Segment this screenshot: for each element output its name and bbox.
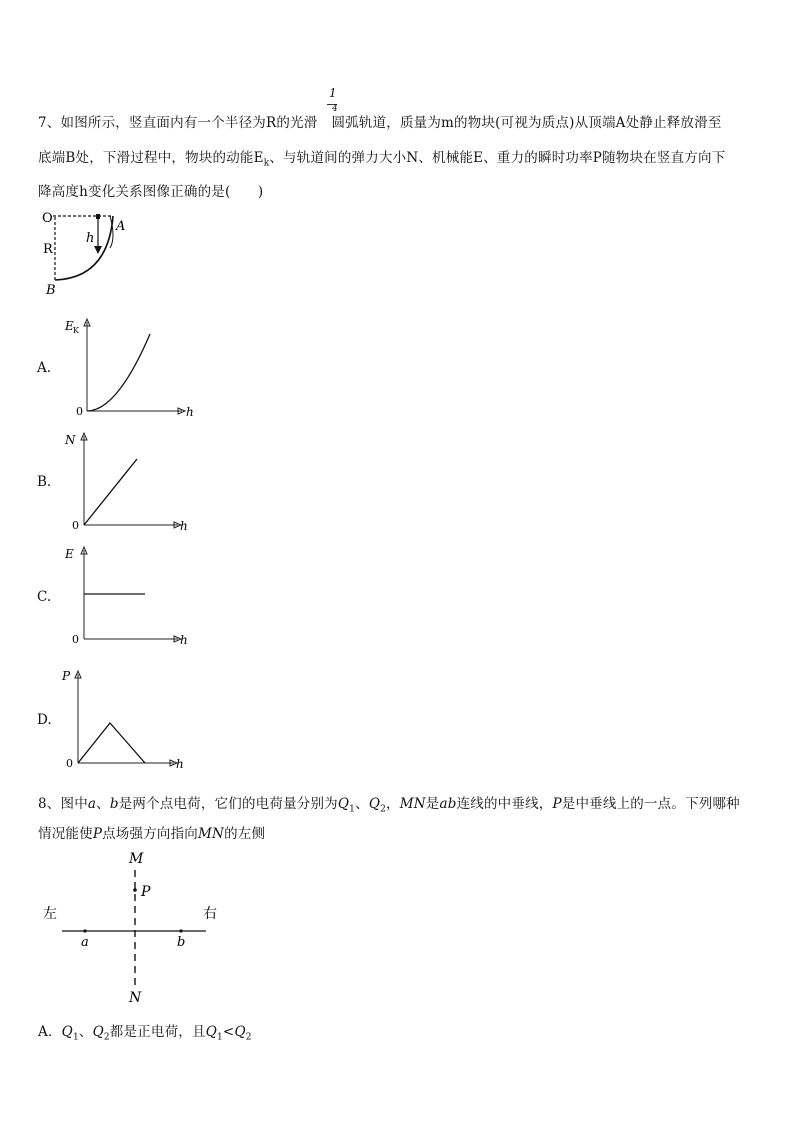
- q7-line-1: [38, 111, 722, 131]
- q8-opt-text: 都是正电荷，且: [109, 1024, 206, 1040]
- q7-line-2: [38, 146, 725, 169]
- q8-option-a: [38, 1020, 252, 1043]
- q7-line-3-text: 降高度h变化关系图像正确的是( ): [38, 184, 264, 200]
- q8-opt-Q1: Q: [61, 1024, 73, 1040]
- q8-line2-text-1: 情况能使: [38, 826, 93, 842]
- graph-d: [62, 668, 202, 778]
- label-B: B: [46, 283, 56, 298]
- graph-c: [62, 544, 202, 654]
- q8-opt-Q1b: Q: [205, 1024, 217, 1040]
- q8-text-4: 是: [425, 796, 440, 812]
- q8-var-b: b: [109, 796, 119, 812]
- q8-opt-Q2: Q: [92, 1024, 104, 1040]
- q7-line-2-rest: 、与轨道间的弹力大小N、机械能E、重力的瞬时功率P随物块在竖直方向下: [269, 150, 726, 166]
- axis-x-a: h: [186, 405, 194, 419]
- q8-opt-Q1-sub: 1: [72, 1032, 79, 1043]
- q8-text-5: 连线的中垂线，: [456, 796, 553, 812]
- label-right: 右: [203, 906, 217, 922]
- q8-sep-2: 、: [355, 796, 369, 812]
- graph-b: [62, 430, 202, 540]
- q8-line2-text-3: 的左侧: [224, 826, 266, 842]
- q8-opt-lt: <: [222, 1024, 235, 1040]
- q8-opt-sep: 、: [78, 1024, 93, 1040]
- q7-line-2-text: 底端B处，下滑过程中，物块的动能E: [38, 150, 264, 166]
- q8-Q1: Q: [337, 796, 350, 812]
- axis-x-d: h: [176, 757, 184, 771]
- label-P: P: [141, 884, 151, 900]
- axis-x-b: h: [180, 519, 188, 533]
- q8-var-a: a: [87, 796, 97, 812]
- label-b: b: [177, 935, 186, 950]
- label-R: R: [43, 242, 53, 257]
- q8-line2-MN: MN: [198, 826, 225, 842]
- fraction-denominator: 4: [332, 104, 338, 114]
- q8-Q1-sub: 1: [349, 804, 356, 815]
- q8-line2-text-2: 点场强方向指向: [102, 826, 199, 842]
- option-a-label: A.: [37, 360, 52, 376]
- fraction-numerator: 1: [329, 86, 337, 100]
- q8-text-1: 8、图中: [38, 796, 88, 812]
- q8-line2-P: P: [92, 826, 103, 842]
- option-b-label: B.: [37, 474, 52, 490]
- axis-y-d: P: [62, 669, 71, 683]
- q7-arc-figure: [38, 208, 148, 296]
- q7-line-1-text-b: 圆弧轨道，质量为m的物块(可视为质点)从顶端A处静止释放滑至: [331, 115, 722, 131]
- option-d-label: D.: [37, 712, 52, 728]
- q7-line-2-sub: k: [263, 158, 270, 169]
- q8-text-2: 是两个点电荷，它们的电荷量分别为: [118, 796, 338, 812]
- q8-option-a-label: A．: [38, 1024, 62, 1040]
- axis-y-c: E: [65, 547, 74, 561]
- origin-a: 0: [76, 405, 83, 418]
- axis-y-b: N: [65, 433, 76, 447]
- origin-c: 0: [72, 633, 79, 646]
- axis-y-a: E: [65, 319, 74, 333]
- q8-sep-1: 、: [96, 796, 110, 812]
- origin-b: 0: [72, 519, 79, 532]
- q8-text-3: ，: [386, 796, 400, 812]
- label-left: 左: [43, 906, 57, 922]
- q8-opt-Q2b: Q: [234, 1024, 246, 1040]
- q8-ab: ab: [439, 796, 457, 812]
- label-O: O: [42, 211, 53, 226]
- label-A: A: [116, 219, 126, 234]
- q8-opt-Q1b-sub: 1: [216, 1032, 223, 1043]
- label-h: h: [86, 231, 95, 246]
- label-N: N: [129, 990, 142, 1006]
- q8-MN: MN: [399, 796, 426, 812]
- q8-opt-Q2-sub: 2: [103, 1032, 110, 1043]
- q8-line-2: [38, 822, 265, 842]
- axis-y-sub-a: K: [73, 326, 79, 335]
- label-a: a: [81, 935, 89, 950]
- option-c-label: C.: [37, 589, 52, 605]
- q7-line-1-text-a: 7、如图所示，竖直面内有一个半径为R的光滑: [38, 115, 318, 131]
- q8-P: P: [552, 796, 562, 812]
- q8-charge-figure: [38, 848, 238, 1008]
- q8-line-1: [38, 792, 740, 815]
- q8-Q2: Q: [368, 796, 381, 812]
- q8-text-6: 是中垂线上的一点。下列哪种: [561, 796, 740, 812]
- q8-opt-Q2b-sub: 2: [245, 1032, 252, 1043]
- label-M: M: [129, 851, 144, 867]
- graph-a: [62, 316, 202, 426]
- q7-line-3: [38, 180, 263, 200]
- q8-Q2-sub: 2: [380, 804, 387, 815]
- origin-d: 0: [66, 757, 73, 770]
- axis-x-c: h: [180, 633, 188, 647]
